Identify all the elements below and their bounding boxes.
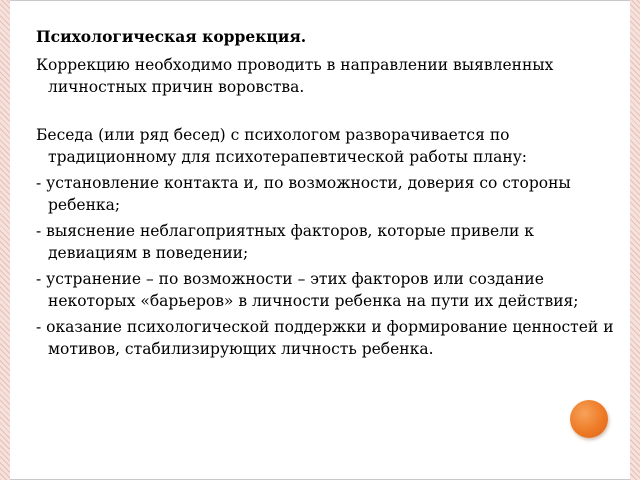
list-item-support: - оказание психологической поддержки и формирование ценностей и мотивов, стабилизирующих личность ребенка. xyxy=(36,318,614,358)
list-item-factors: - выяснение неблагоприятных факторов, которые привели к девиациям в поведении; xyxy=(36,222,534,262)
list-item-elimination: - устранение – по возможности – этих факторов или создание некоторых «барьеров» в личности ребенка на пути их действия; xyxy=(36,270,579,310)
paragraph-spacer xyxy=(36,102,616,124)
slide-title: Психологическая коррекция. xyxy=(36,27,307,46)
slide-content xyxy=(36,26,616,364)
intro-paragraph: Коррекцию необходимо проводить в направлении выявленных личностных причин воровства. xyxy=(36,56,554,96)
conversation-paragraph: Беседа (или ряд бесед) с психологом разворачивается по традиционному для психотерапевтической работы плану: xyxy=(36,126,528,166)
list-item-contact: - установление контакта и, по возможности, доверия со стороны ребенка; xyxy=(36,174,571,214)
left-decorative-border xyxy=(0,0,10,480)
right-decorative-border xyxy=(630,0,640,480)
orange-circle-decoration xyxy=(570,400,608,438)
